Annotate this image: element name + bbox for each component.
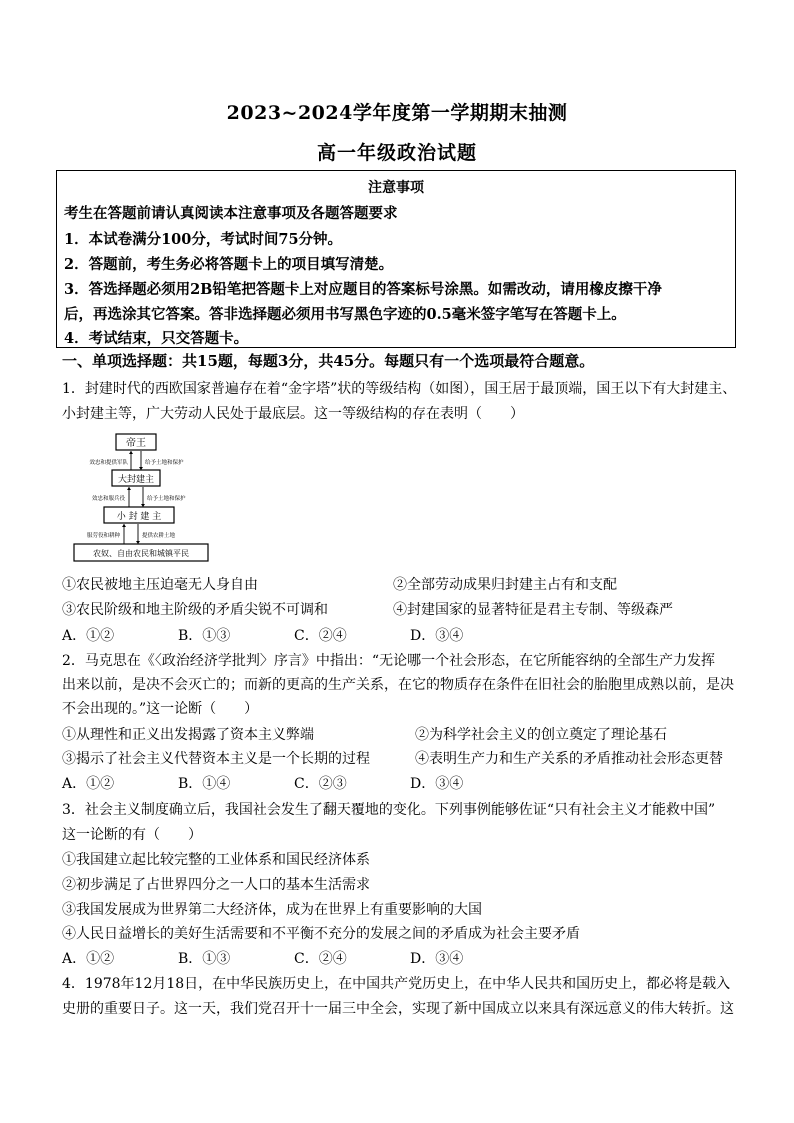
question-4-stem-cont: 史册的重要日子。这一天，我们党召开十一届三中全会，实现了新中国成立以来具有深远意义的伟大转折。这 (62, 1001, 734, 1017)
q2-option-a[interactable]: A．①② (62, 776, 115, 792)
notice-item: 4．考试结束，只交答题卡。 (64, 330, 249, 347)
q2-statement-1: ①从理性和正义出发揭露了资本主义弊端 (62, 727, 314, 743)
q3-option-d[interactable]: D．③④ (410, 951, 464, 967)
q1-option-d[interactable]: D．③④ (410, 628, 464, 644)
question-2-stem: 2．马克思在《〈政治经济学批判〉序言》中指出：“无论哪一个社会形态，在它所能容纳的全部生产力发挥 (62, 653, 716, 669)
section-heading: 一、单项选择题：共15题，每题3分，共45分。每题只有一个选项最符合题意。 (62, 352, 595, 370)
question-2-stem-cont: 出来以前，是决不会灭亡的；而新的更高的生产关系，在它的物质存在条件在旧社会的胎胞里成熟以前，是决 (62, 677, 734, 693)
question-4-stem: 4．1978年12月18日，在中华民族历史上，在中国共产党历史上，在中华人民共和国历史上，都必将是载入 (62, 976, 731, 992)
diagram-small-lord: 小 封 建 主 (116, 512, 162, 522)
q1-option-b[interactable]: B．①③ (178, 628, 231, 644)
exam-title: 2023~2024学年度第一学期期末抽测 (226, 102, 568, 124)
diagram-label-right2: 给予土地和保护 (147, 496, 186, 502)
q2-option-c[interactable]: C．②③ (294, 776, 347, 792)
notice-heading: 注意事项 (368, 180, 424, 196)
question-1-stem: 1．封建时代的西欧国家普遍存在着“金字塔”状的等级结构（如图），国王居于最顶端，国王以下有大封建主、 (62, 381, 737, 397)
q2-option-b[interactable]: B．①④ (178, 776, 231, 792)
question-1-stem-cont: 小封建主等，广大劳动人民处于最底层。这一等级结构的存在表明（ ） (62, 406, 524, 422)
question-3-stem: 3．社会主义制度确立后，我国社会发生了翻天覆地的变化。下列事例能够佐证“只有社会主义才能救中国” (62, 802, 716, 818)
q3-statement-2: ②初步满足了占世界四分之一人口的基本生活需求 (62, 877, 370, 893)
q2-statement-3: ③揭示了社会主义代替资本主义是一个长期的过程 (62, 751, 370, 767)
q1-option-a[interactable]: A．①② (62, 628, 115, 644)
diagram-big-lord: 大封建主 (117, 475, 155, 485)
q3-statement-1: ①我国建立起比较完整的工业体系和国民经济体系 (62, 852, 370, 868)
diagram-bottom: 农奴、自由农民和城镇平民 (93, 549, 189, 558)
notice-item: 后，再选涂其它答案。答非选择题必须用书写黑色字迹的0.5毫米签字笔写在答题卡上。 (64, 306, 626, 323)
diagram-label-left1: 效忠和提供军队 (89, 460, 128, 466)
diagram-label-right3: 提供农耕土地 (142, 533, 176, 539)
q3-option-b[interactable]: B．①③ (178, 951, 231, 967)
notice-item: 1．本试卷满分100分，考试时间75分钟。 (64, 231, 343, 248)
q1-option-c[interactable]: C．②④ (294, 628, 347, 644)
q3-option-c[interactable]: C．②④ (294, 951, 347, 967)
exam-subtitle: 高一年级政治试题 (316, 142, 477, 164)
q1-statement-2: ②全部劳动成果归封建主占有和支配 (393, 577, 617, 593)
feudal-pyramid-diagram (72, 432, 222, 564)
notice-item: 3．答选择题必须用2B铅笔把答题卡上对应题目的答案标号涂黑。如需改动，请用橡皮擦干净 (64, 281, 662, 298)
notice-item: 2．答题前，考生务必将答题卡上的项目填写清楚。 (64, 256, 394, 273)
q3-statement-4: ④人民日益增长的美好生活需要和不平衡不充分的发展之间的矛盾成为社会主要矛盾 (62, 926, 580, 942)
q1-statement-4: ④封建国家的显著特征是君主专制、等级森严 (393, 602, 673, 618)
q3-option-a[interactable]: A．①② (62, 951, 115, 967)
q2-statement-4: ④表明生产力和生产关系的矛盾推动社会形态更替 (415, 751, 723, 767)
diagram-label-left3: 服劳役和耕种 (86, 533, 120, 539)
q2-statement-2: ②为科学社会主义的创立奠定了理论基石 (415, 727, 667, 743)
q3-statement-3: ③我国发展成为世界第二大经济体，成为在世界上有重要影响的大国 (62, 902, 482, 918)
q1-statement-1: ①农民被地主压迫毫无人身自由 (62, 577, 258, 593)
diagram-emperor: 帝王 (126, 438, 146, 449)
diagram-label-left2: 效忠和服兵役 (91, 496, 125, 502)
q1-statement-3: ③农民阶级和地主阶级的矛盾尖锐不可调和 (62, 602, 328, 618)
diagram-label-right1: 给予土地和保护 (145, 460, 184, 466)
question-3-stem-cont: 这一论断的有（ ） (62, 827, 202, 843)
question-2-stem-cont: 不会出现的。”这一论断（ ） (62, 701, 259, 717)
notice-box (56, 170, 736, 348)
q2-option-d[interactable]: D．③④ (410, 776, 464, 792)
notice-intro: 考生在答题前请认真阅读本注意事项及各题答题要求 (64, 205, 398, 222)
